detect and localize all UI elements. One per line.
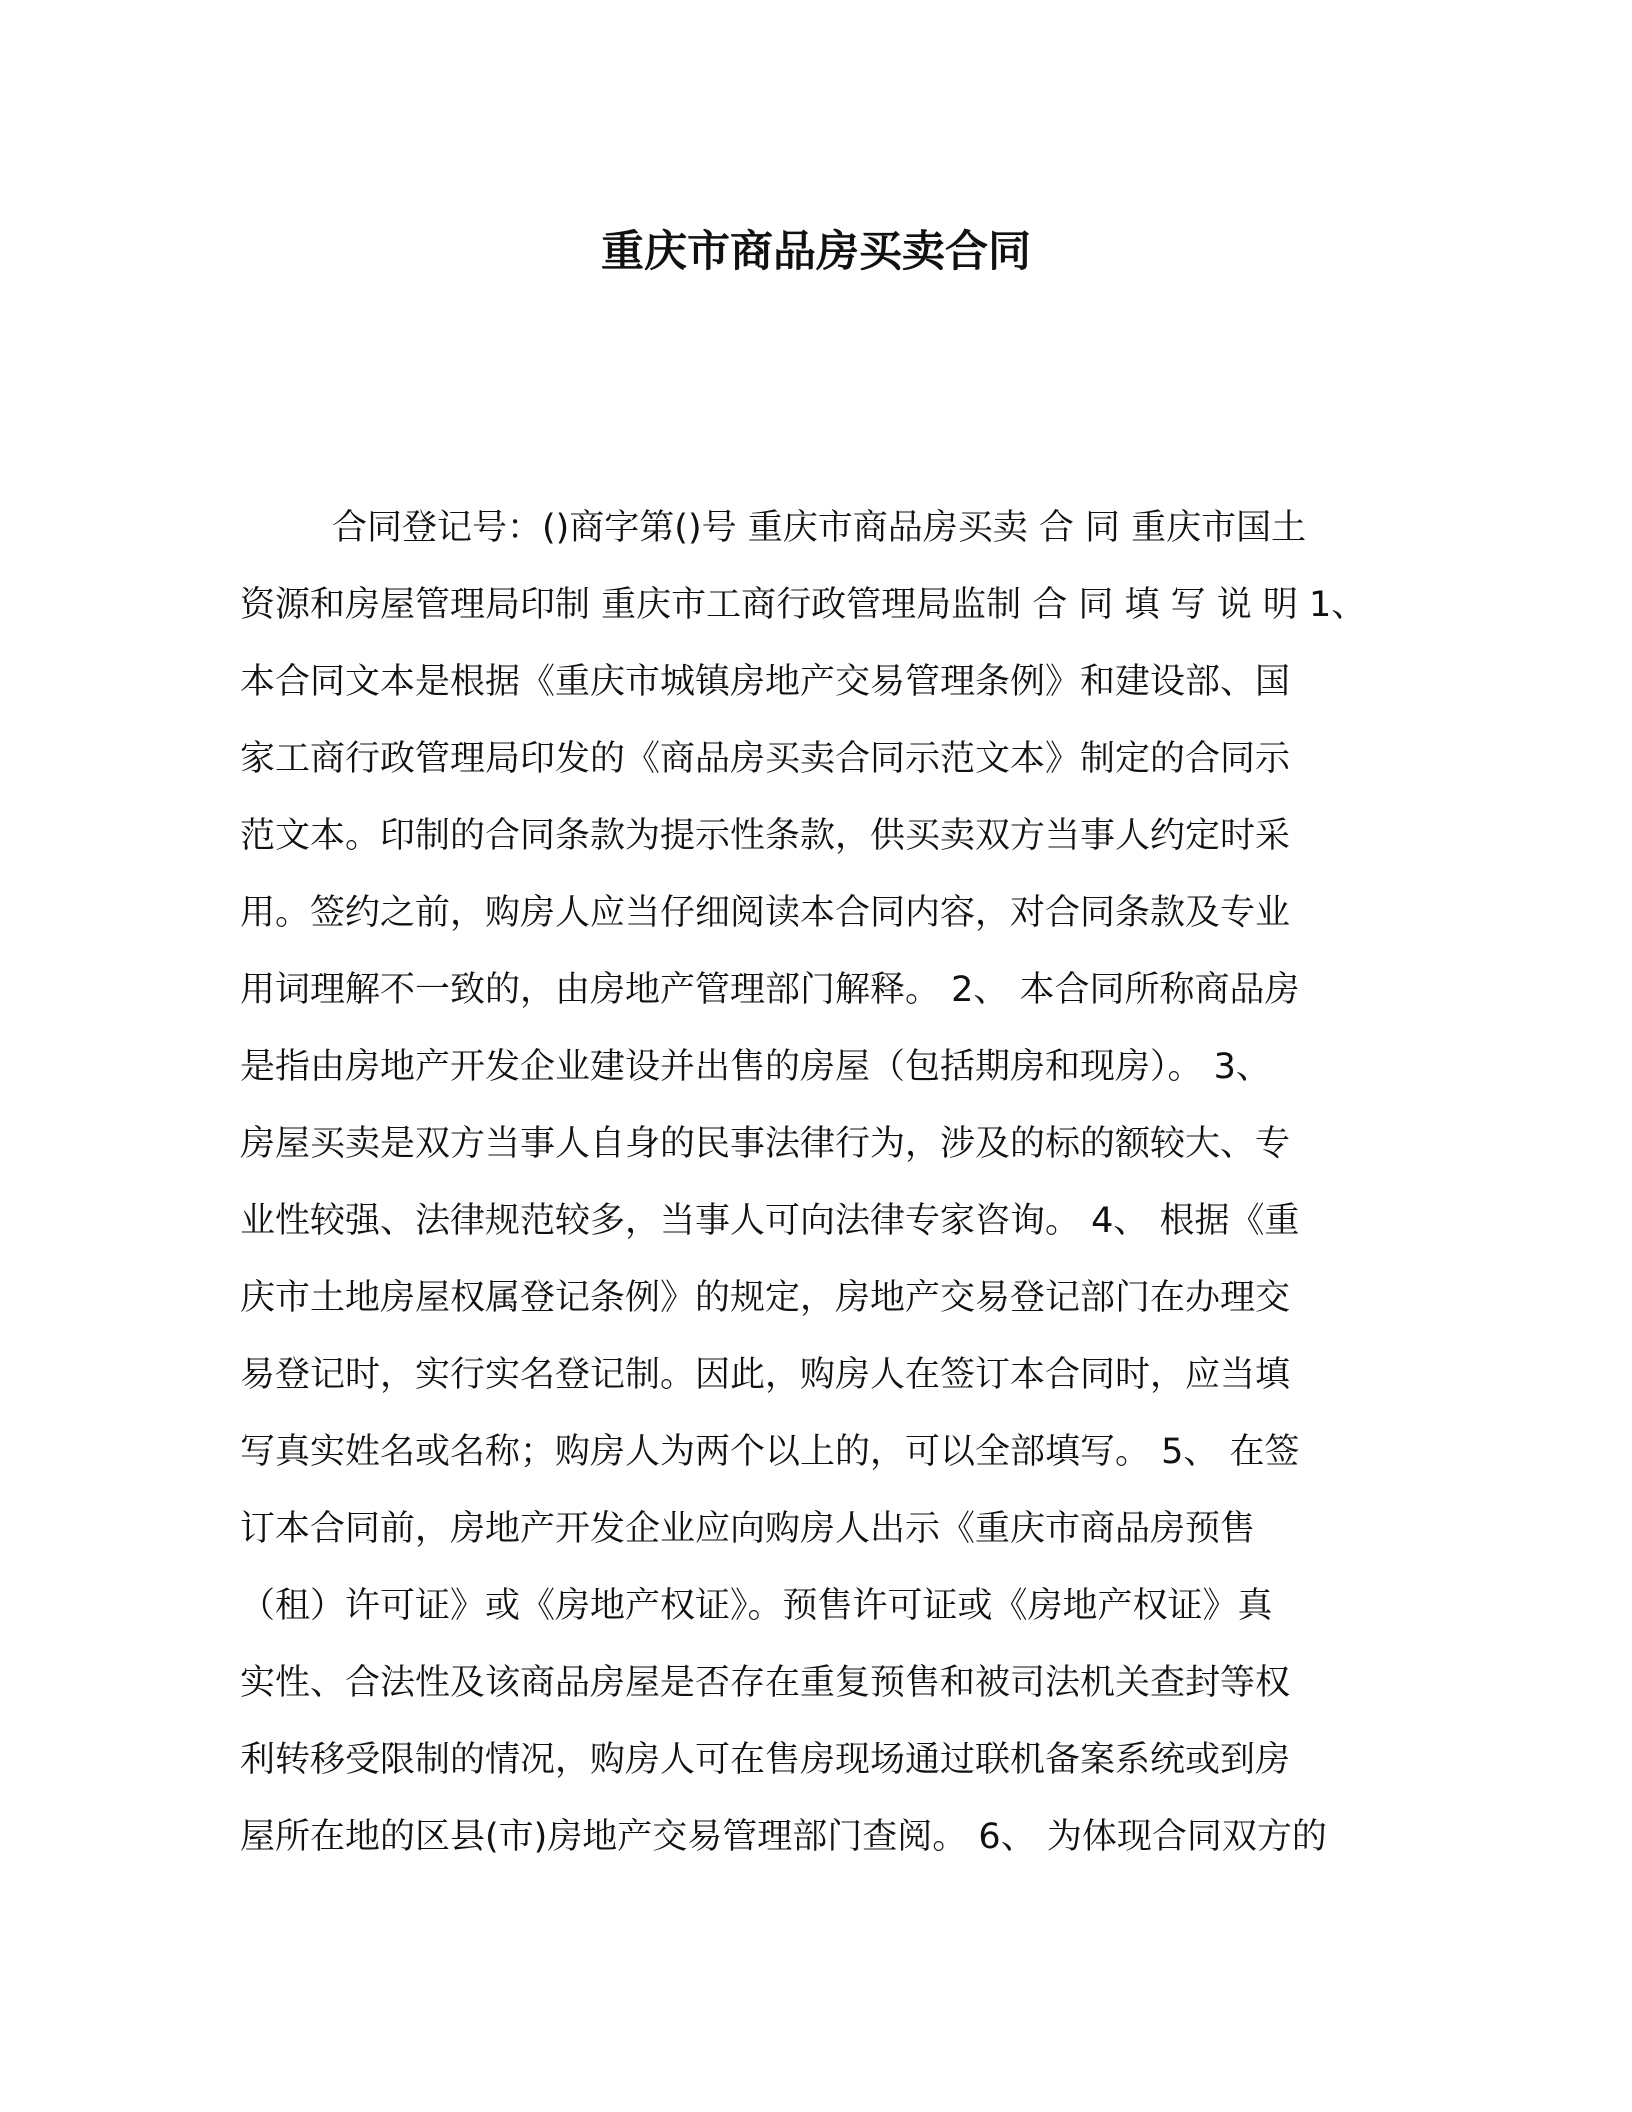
body-line: 用词理解不一致的，由房地产管理部门解释。 2、 本合同所称商品房 [240, 970, 1300, 1010]
body-line: 实性、合法性及该商品房屋是否存在重复预售和被司法机关查封等权 [240, 1663, 1291, 1703]
body-line: 房屋买卖是双方当事人自身的民事法律行为，涉及的标的额较大、专 [240, 1124, 1291, 1164]
document-body [240, 490, 1390, 1876]
body-line: 业性较强、法律规范较多，当事人可向法律专家咨询。 4、 根据《重 [240, 1201, 1300, 1241]
body-line: 本合同文本是根据《重庆市城镇房地产交易管理条例》和建设部、国 [240, 662, 1291, 702]
document-title: 重庆市商品房买卖合同 [601, 227, 1031, 277]
body-line: 写真实姓名或名称；购房人为两个以上的，可以全部填写。 5、 在签 [240, 1432, 1300, 1472]
body-line: 利转移受限制的情况，购房人可在售房现场通过联机备案系统或到房 [240, 1740, 1291, 1780]
body-line: 订本合同前，房地产开发企业应向购房人出示《重庆市商品房预售 [240, 1509, 1256, 1549]
body-line: 资源和房屋管理局印制 重庆市工商行政管理局监制 合 同 填 写 说 明 1、 [240, 585, 1367, 625]
body-line: 是指由房地产开发企业建设并出售的房屋（包括期房和现房）。 3、 [240, 1047, 1271, 1087]
body-line: 合同登记号：()商字第()号 重庆市商品房买卖 合 同 重庆市国土 [332, 508, 1307, 548]
body-line: 庆市土地房屋权属登记条例》的规定，房地产交易登记部门在办理交 [240, 1278, 1291, 1318]
body-line: 屋所在地的区县(市)房地产交易管理部门查阅。 6、 为体现合同双方的 [240, 1817, 1327, 1857]
body-line: 用。签约之前，购房人应当仔细阅读本合同内容，对合同条款及专业 [240, 893, 1291, 933]
body-line: 范文本。印制的合同条款为提示性条款，供买卖双方当事人约定时采 [240, 816, 1291, 856]
body-line: 易登记时，实行实名登记制。因此，购房人在签订本合同时，应当填 [240, 1355, 1291, 1395]
body-line: 家工商行政管理局印发的《商品房买卖合同示范文本》制定的合同示 [240, 739, 1291, 779]
body-line: （租）许可证》或《房地产权证》。预售许可证或《房地产权证》真 [240, 1586, 1273, 1626]
